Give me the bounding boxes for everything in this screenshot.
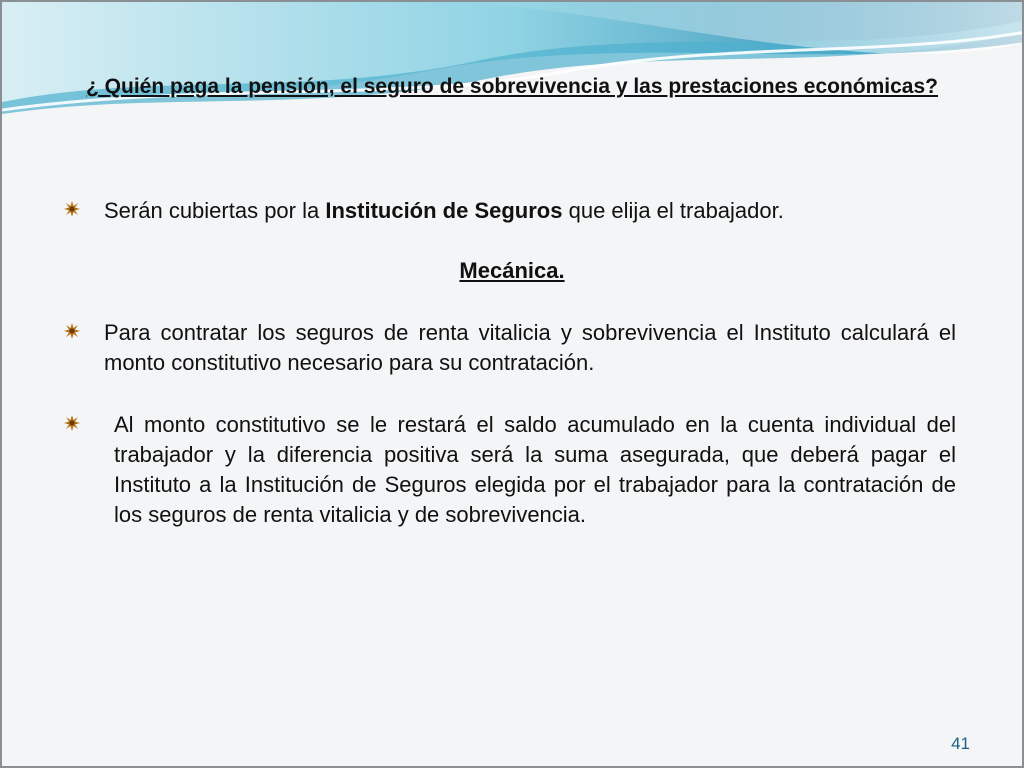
page-number: 41: [951, 734, 970, 753]
subheading: Mecánica.: [459, 258, 565, 283]
bullet-text: Para contratar los seguros de renta vitalicia y sobrevivencia el Instituto calculará el monto constitutivo necesario para su contratación.: [104, 320, 956, 375]
bullet-text: [104, 196, 784, 226]
bullet-text: Al monto constitutivo se le restará el saldo acumulado en la cuenta individual del trabajador y la diferencia positiva será la suma asegurada, que deberá pagar el Instituto a la Institución de Seguros elegida por el trabajador para la contratación de los seguros de renta vitalicia y de sobrevivencia.: [114, 412, 956, 527]
slide-title: ¿ Quién paga la pensión, el seguro de sobrevivencia y las prestaciones económicas?: [86, 75, 938, 98]
bullet-text-bold: Institución de Seguros: [325, 198, 563, 223]
bullet-item: [64, 196, 964, 226]
star-burst-icon: [64, 415, 80, 431]
bullet-text-post: que elija el trabajador.: [562, 198, 784, 223]
bullet-item: [64, 410, 956, 530]
bullet-item: [64, 318, 956, 378]
star-burst-icon: [64, 201, 80, 217]
bullet-text-pre: Serán cubiertas por la: [104, 198, 326, 223]
star-burst-icon: [64, 323, 80, 339]
